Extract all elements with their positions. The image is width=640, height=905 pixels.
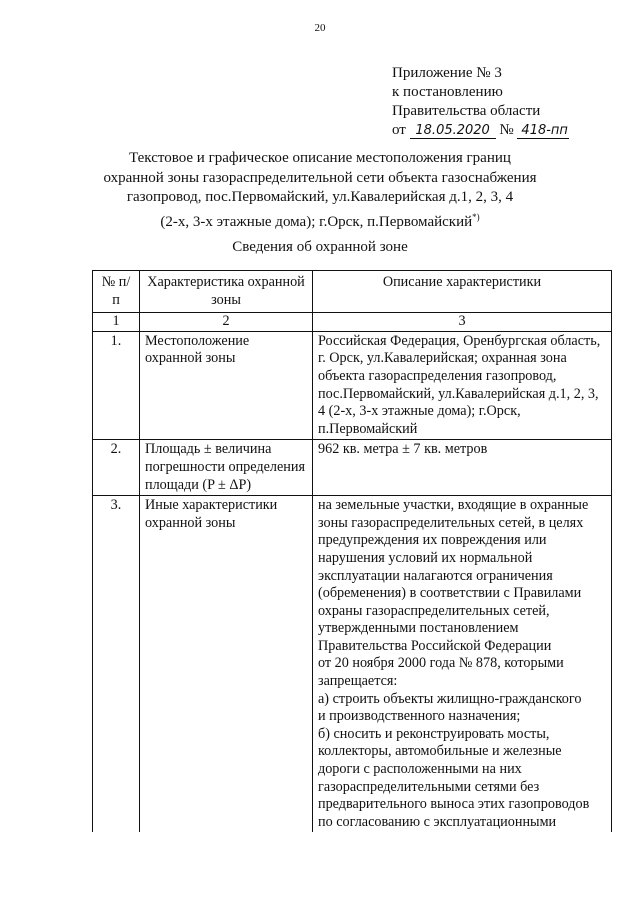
title-line-2: охранной зоны газораспределительной сети объекта газоснабжения [103,169,537,186]
handwritten-number: 418-пп [517,123,569,139]
row-characteristic: Площадь ± величина погрешности определения площади (P ± ΔP) [140,440,313,496]
page-number: 20 [314,22,326,34]
footnote-mark: *) [472,211,480,222]
row-number: 3. [93,496,140,833]
date-prefix: от [392,122,406,138]
title-line-3: газопровод, пос.Первомайский, ул.Кавалерийская д.1, 2, 3, 4 [126,189,514,205]
description-line: дороги с расположенными на них [318,761,522,778]
header-description: Описание характеристики [313,271,612,313]
description-line: эксплуатации налагаются ограничения [318,567,553,584]
row-number: 2. [93,440,140,496]
description-line: утвержденными постановлением [318,620,519,637]
title-line-1: Текстовое и графическое описание местоположения границ [129,150,511,166]
row-characteristic: Местоположение охранной зоны [140,331,313,440]
description-line: нарушения условий их нормальной [318,549,533,566]
description-line: (обременения) в соответствии с Правилами [318,585,582,602]
document-title [60,149,580,232]
row-description [313,496,612,833]
row-description: 962 кв. метра ± 7 кв. метров [313,440,612,496]
description-line: предварительного выноса этих газопроводов [318,796,590,813]
description-line: зоны газораспределительных сетей, в целях [318,514,584,531]
header-characteristic: Характеристика охранной зоны [140,271,313,313]
description-line: предупреждения их повреждения или [318,532,547,549]
appendix-block [392,64,569,140]
index-cell-1: 1 [93,313,140,332]
description-line: б) сносить и реконструировать мосты, [318,725,550,742]
row-characteristic: Иные характеристики охранной зоны [140,496,313,833]
table-row [93,331,612,440]
title-line-4-text: (2-х, 3-х этажные дома); г.Орск, п.Первомайский [160,213,473,230]
description-line: запрещается: [318,673,398,690]
zone-info-table [92,270,612,832]
description-line: а) строить объекты жилищно-гражданского [318,690,582,707]
description-line: и производственного назначения; [318,708,521,725]
number-prefix: № [499,122,514,138]
description-line: от 20 ноября 2000 года № 878, которыми [318,655,564,672]
table-index-row [93,313,612,332]
row-number: 1. [93,331,140,440]
description-line: Правительства Российской Федерации [318,637,552,654]
appendix-line-2: к постановлению [392,84,503,100]
row-description: Российская Федерация, Оренбургская область, г. Орск, ул.Кавалерийская; охранная зона объекта газораспределения газопровод, пос.Первомайский, ул.Кавалерийская д.1, 2, 3, 4 (2-х, 3-х этажные дома); г.Орск, п.Первомайский [313,331,612,440]
description-line: газораспределительными сетями без [318,778,540,795]
section-subtitle: Сведения об охранной зоне [232,239,408,255]
table-header-row [93,271,612,313]
description-line: охраны газораспределительных сетей, [318,602,550,619]
appendix-line-3: Правительства области [392,103,541,119]
index-cell-2: 2 [140,313,313,332]
header-number: № п/п [93,271,140,313]
description-line: коллекторы, автомобильные и железные [318,743,562,760]
description-line: на земельные участки, входящие в охранные [318,497,589,514]
table-row [93,440,612,496]
appendix-title: Приложение № 3 [392,65,502,81]
description-line: по согласованию с эксплуатационными [318,813,557,830]
handwritten-date: 18.05.2020 [410,123,496,139]
index-cell-3: 3 [313,313,612,332]
title-line-4 [60,208,580,233]
appendix-date-line [392,121,569,140]
table-row [93,496,612,833]
